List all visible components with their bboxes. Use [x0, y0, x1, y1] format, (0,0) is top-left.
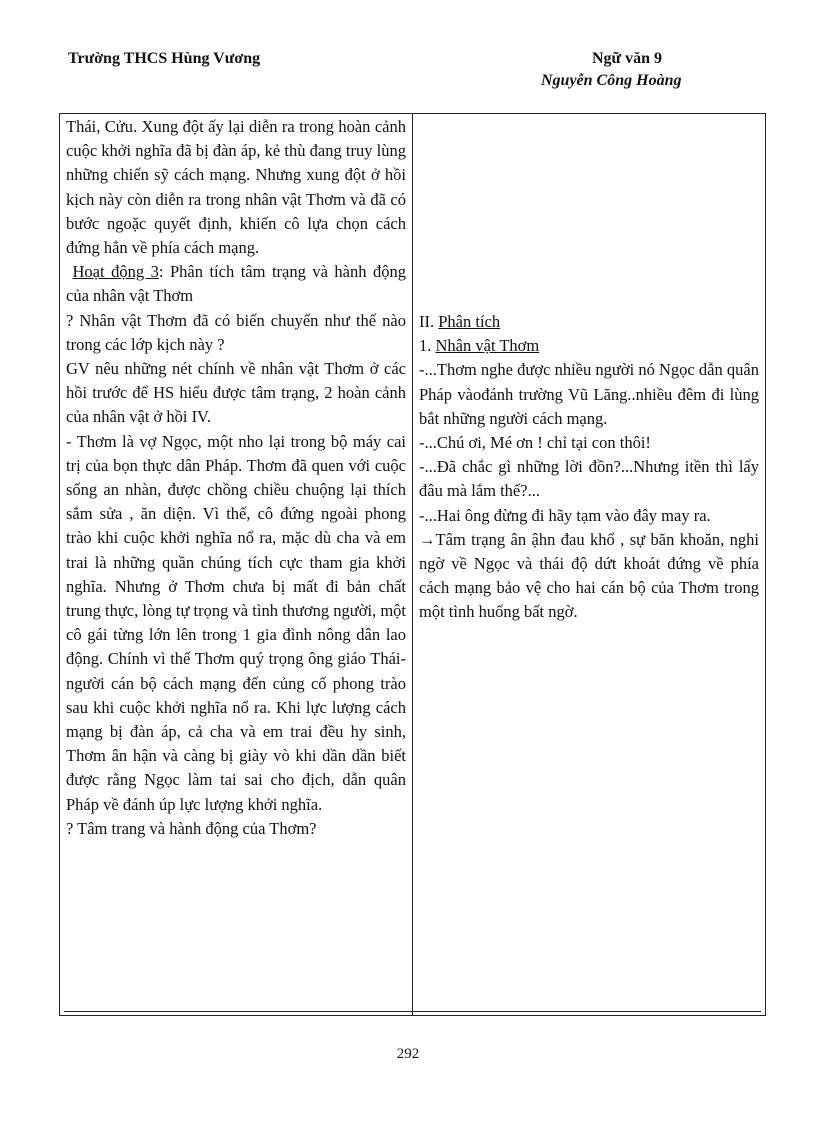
- teacher-note: GV nêu những nét chính về nhân vật Thơm ở các hồi trước để HS hiểu được tâm trạng, 2 hoàn cảnh của nhân vật ở hồi IV.: [66, 359, 406, 427]
- section-heading: [419, 310, 759, 334]
- subsection-prefix: 1.: [419, 336, 436, 356]
- conclusion-text: Tâm trạng ân ậhn đau khổ , sự băn khoăn, nghi ngờ về Ngọc và thái độ dứt khoát đứng về phía cách mạng bảo vệ cho hai cán bộ của Thơm trong một tình huống bất ngờ.: [419, 529, 759, 622]
- quote-item: -...Hai ông đừng đi hãy tạm vào đây may ra.: [419, 505, 711, 525]
- activity-heading: [66, 260, 406, 308]
- page-number: 292: [396, 1046, 420, 1062]
- quote-item: -...Chú ơi, Mé ơn ! chỉ tại con thôi!: [419, 433, 651, 453]
- intro-paragraph: Thái, Cửu. Xung đột ấy lại diễn ra trong hoàn cảnh cuộc khởi nghĩa đã bị đàn áp, kẻ thù đang truy lùng những chiến sỹ cách mạng. Nhưng xung đột ở hồi kịch này còn diễn ra trong nhân vật Thơm và đã có bước ngoặc quyết định, khiến cô lựa chọn cách đứng hẳn về phía cách mạng.: [66, 117, 406, 258]
- conclusion-paragraph: [419, 528, 759, 625]
- school-name: Trường THCS Hùng Vương: [68, 50, 261, 67]
- arrow-icon: →: [419, 529, 436, 549]
- analysis-paragraph: - Thơm là vợ Ngọc, một nho lại trong bộ máy cai trị của bọn thực dân Pháp. Thơm đã quen với cuộc sống an nhàn, được chồng chiều chuộng lại thích sắm sửa , ăn diện. Vì thế, cô đứng ngoài phong trào khi cuộc khởi nghĩa nổ ra, mặc dù cha và em trai là những quần chúng tích cực tham gia khởi nghĩa. Nhưng ở Thơm chưa bị mất đi bản chất trung thực, lòng tự trọng và tình thương người, một cô gái từng lớn lên trong 1 gia đình nông dân lao động. Chính vì thế Thơm quý trọng ông giáo Thái- người cán bộ cách mạng đến củng cố phong trào sau khi cuộc khởi nghĩa nổ ra. Khi lực lượng cách mạng bị đàn áp, cả cha và em trai đều hy sinh, Thơm ân hận và càng bị giày vò khi dần dần biết được rằng Ngọc làm tai sai cho địch, dẫn quân Pháp về đánh úp lực lượng khởi nghĩa.: [66, 431, 406, 814]
- lesson-table: [59, 113, 766, 1016]
- table-bottom-rule: [64, 1011, 761, 1012]
- column-divider: [412, 114, 413, 1015]
- activity-label: Hoạt động 3: [72, 262, 159, 282]
- right-column: [419, 310, 759, 625]
- quote-item: -...Thơm nghe được nhiều người nó Ngọc dẫn quân Pháp vàođánh trường Vũ Lăng..nhiều đêm đi lùng bắt những người cách mạng.: [419, 360, 759, 428]
- section-title: Phân tích: [438, 312, 501, 331]
- section-prefix: II.: [419, 312, 439, 331]
- question-mood: ? Tâm trang và hành động của Thơm?: [66, 818, 317, 838]
- subsection-heading: [419, 334, 759, 358]
- author-name: Nguyễn Công Hoàng: [541, 72, 682, 89]
- quote-item: -...Đã chắc gì những lời đồn?...Nhưng itền thì lấy đâu mà lắm thế?...: [419, 457, 759, 501]
- question-change: ? Nhân vật Thơm đã có biến chuyển như thế nào trong các lớp kịch này ?: [66, 310, 406, 354]
- activity-text: : Phân tích tâm trạng và hành động của nhân vật Thơm: [66, 262, 407, 306]
- subsection-title: Nhân vật Thơm: [435, 336, 540, 356]
- left-column: [66, 115, 406, 841]
- subject-title: Ngữ văn 9: [592, 50, 663, 67]
